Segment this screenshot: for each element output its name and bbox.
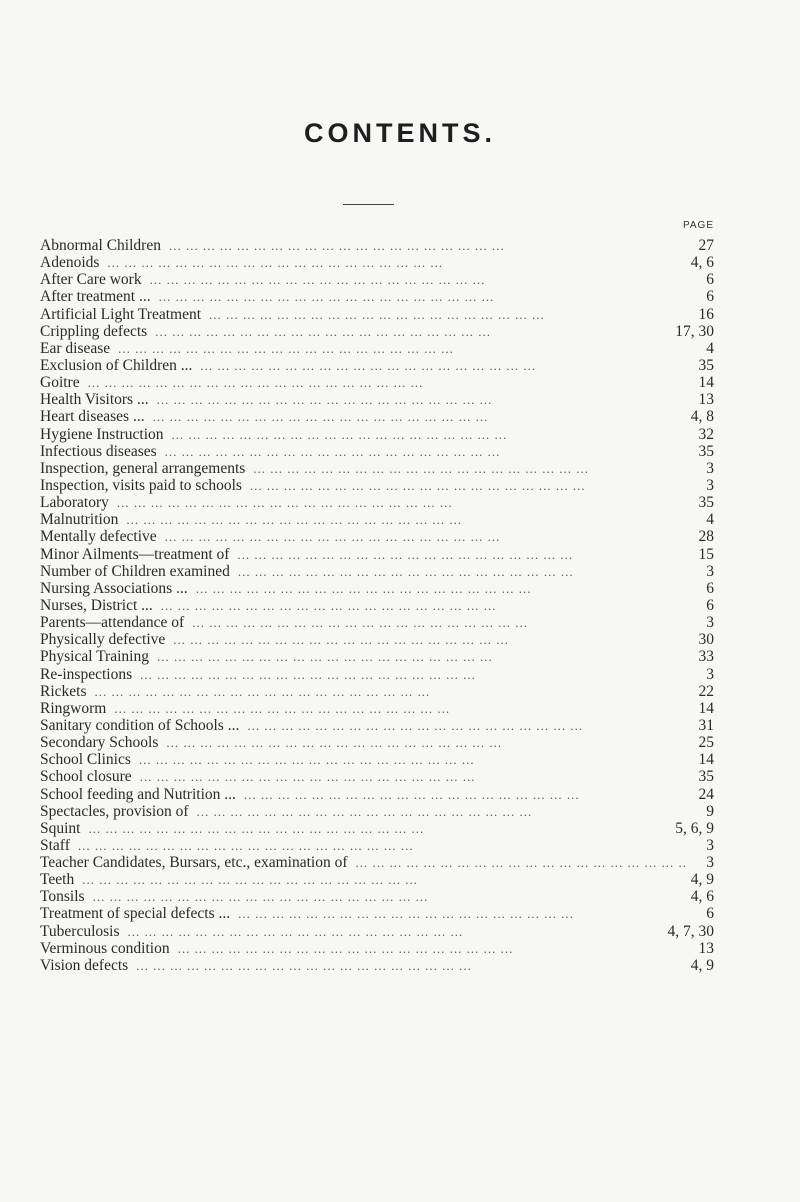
contents-entry	[40, 528, 714, 545]
dot-leader	[247, 717, 688, 734]
dot-leader	[153, 408, 685, 425]
dot-leader	[136, 957, 685, 974]
entry-page-number: 35	[698, 356, 714, 374]
entry-label: Health Visitors ...	[40, 391, 149, 409]
contents-entry	[40, 254, 714, 271]
entry-page-number: 32	[698, 425, 714, 443]
entry-label: Teacher Candidates, Bursars, etc., examination of	[40, 854, 348, 872]
dot-leader	[155, 323, 669, 340]
entry-label: Crippling defects	[40, 322, 148, 340]
contents-entry	[40, 511, 714, 528]
dot-leader	[88, 820, 669, 837]
entry-label: Exclusion of Children ...	[40, 356, 193, 374]
entry-label: Parents—attendance of	[40, 614, 185, 632]
entry-page-number: 35	[698, 442, 714, 460]
contents-entry	[40, 888, 714, 905]
contents-entry	[40, 768, 714, 785]
dot-leader	[139, 751, 688, 768]
entry-label: Secondary Schools	[40, 734, 159, 752]
entry-page-number: 14	[698, 374, 714, 392]
contents-entry	[40, 597, 714, 614]
entry-page-number: 15	[698, 545, 714, 563]
dot-leader	[173, 631, 688, 648]
entry-page-number: 3	[706, 459, 714, 477]
entry-page-number: 24	[698, 785, 714, 803]
entry-label: Hygiene Instruction	[40, 425, 164, 443]
entry-page-number: 6	[706, 288, 714, 306]
entry-page-number: 4	[706, 511, 714, 529]
contents-entry	[40, 871, 714, 888]
contents-entry	[40, 905, 714, 922]
entry-page-number: 13	[698, 939, 714, 957]
entry-label: Laboratory	[40, 494, 109, 512]
entry-label: Inspection, general arrangements	[40, 459, 246, 477]
contents-entry	[40, 786, 714, 803]
dot-leader	[114, 700, 688, 717]
dot-leader	[172, 426, 688, 443]
entry-label: Rickets	[40, 682, 87, 700]
dot-leader	[159, 288, 688, 305]
dot-leader	[238, 905, 688, 922]
entry-page-number: 3	[706, 562, 714, 580]
entry-label: Mentally defective	[40, 528, 157, 546]
entry-label: After treatment ...	[40, 288, 151, 306]
entry-page-number: 16	[698, 305, 714, 323]
entry-label: Physical Training	[40, 648, 149, 666]
entry-page-number: 3	[706, 614, 714, 632]
contents-entry	[40, 288, 714, 305]
contents-entry	[40, 820, 714, 837]
entry-page-number: 4, 8	[690, 408, 714, 426]
contents-entry	[40, 614, 714, 631]
entry-label: Spectacles, provision of	[40, 802, 189, 820]
entry-page-number: 13	[698, 391, 714, 409]
entry-label: Physically defective	[40, 631, 166, 649]
entry-label: Teeth	[40, 871, 75, 889]
contents-entry	[40, 854, 714, 871]
contents-entry	[40, 683, 714, 700]
contents-entry	[40, 751, 714, 768]
entry-page-number: 4, 9	[690, 871, 714, 889]
contents-entry	[40, 717, 714, 734]
contents-entry	[40, 306, 714, 323]
contents-entry	[40, 391, 714, 408]
entry-label: Tuberculosis	[40, 922, 120, 940]
entry-page-number: 3	[706, 665, 714, 683]
contents-entry	[40, 940, 714, 957]
contents-entry	[40, 340, 714, 357]
entry-label: School feeding and Nutrition ...	[40, 785, 236, 803]
contents-entry	[40, 957, 714, 974]
entry-label: Treatment of special defects ...	[40, 905, 231, 923]
contents-entry	[40, 323, 714, 340]
contents-entry	[40, 803, 714, 820]
dot-leader	[238, 563, 688, 580]
contents-entry	[40, 837, 714, 854]
dot-leader	[244, 786, 688, 803]
dot-leader	[93, 888, 685, 905]
entry-page-number: 4, 6	[690, 254, 714, 272]
entry-page-number: 33	[698, 648, 714, 666]
entry-label: Abnormal Children	[40, 237, 161, 254]
entry-label: Adenoids	[40, 254, 100, 272]
dot-leader	[128, 923, 662, 940]
entry-page-number: 4, 7, 30	[667, 922, 714, 940]
entry-page-number: 25	[698, 734, 714, 752]
entry-label: Ear disease	[40, 339, 111, 357]
dot-leader	[117, 494, 688, 511]
dot-leader	[118, 340, 688, 357]
dot-leader	[209, 306, 688, 323]
entry-label: Artificial Light Treatment	[40, 305, 202, 323]
page-column-header: PAGE	[682, 220, 714, 231]
dot-leader	[200, 357, 688, 374]
entry-page-number: 6	[706, 579, 714, 597]
contents-entry	[40, 666, 714, 683]
dot-leader	[166, 734, 688, 751]
contents-entry	[40, 426, 714, 443]
entry-label: Nursing Associations ...	[40, 579, 188, 597]
contents-entry	[40, 494, 714, 511]
dot-leader	[197, 803, 688, 820]
entry-label: Re-inspections	[40, 665, 133, 683]
entry-label: After Care work	[40, 271, 142, 289]
contents-entry	[40, 546, 714, 563]
entry-label: Squint	[40, 819, 81, 837]
entry-label: Nurses, District ...	[40, 596, 153, 614]
contents-entry	[40, 734, 714, 751]
dot-leader	[169, 237, 688, 254]
contents-list	[40, 237, 714, 974]
dot-leader	[165, 528, 688, 545]
entry-label: Infectious diseases	[40, 442, 157, 460]
entry-label: Verminous condition	[40, 939, 170, 957]
entry-label: Ringworm	[40, 699, 107, 717]
contents-entry	[40, 563, 714, 580]
dot-leader	[161, 597, 688, 614]
dot-leader	[78, 837, 688, 854]
entry-label: School Clinics	[40, 751, 131, 769]
entry-page-number: 31	[698, 716, 714, 734]
entry-label: School closure	[40, 768, 132, 786]
entry-page-number: 4, 9	[690, 956, 714, 974]
dot-leader	[192, 614, 688, 631]
entry-label: Inspection, visits paid to schools	[40, 476, 242, 494]
entry-page-number: 27	[698, 237, 714, 254]
dot-leader	[126, 511, 688, 528]
entry-page-number: 4	[706, 339, 714, 357]
entry-label: Goitre	[40, 374, 80, 392]
contents-entry	[40, 580, 714, 597]
entry-page-number: 35	[698, 768, 714, 786]
contents-entry	[40, 631, 714, 648]
entry-page-number: 6	[706, 905, 714, 923]
dot-leader	[95, 683, 689, 700]
dot-leader	[237, 546, 688, 563]
contents-entry	[40, 460, 714, 477]
entry-label: Tonsils	[40, 888, 85, 906]
entry-page-number: 22	[698, 682, 714, 700]
contents-entry	[40, 271, 714, 288]
page-title: CONTENTS.	[303, 118, 496, 148]
entry-page-number: 6	[706, 596, 714, 614]
entry-page-number: 9	[706, 802, 714, 820]
entry-label: Heart diseases ...	[40, 408, 145, 426]
dot-leader	[82, 871, 685, 888]
dot-leader	[157, 648, 688, 665]
entry-page-number: 3	[706, 854, 714, 872]
contents-entry	[40, 408, 714, 425]
entry-label: Minor Ailments—treatment of	[40, 545, 230, 563]
dot-leader	[88, 374, 688, 391]
dot-leader	[140, 666, 688, 683]
dot-leader	[157, 391, 688, 408]
contents-entry	[40, 700, 714, 717]
contents-entry	[40, 357, 714, 374]
contents-entry	[40, 923, 714, 940]
dot-leader	[107, 254, 684, 271]
entry-page-number: 6	[706, 271, 714, 289]
entry-page-number: 5, 6, 9	[675, 819, 714, 837]
contents-entry	[40, 237, 714, 254]
dot-leader	[178, 940, 688, 957]
dot-leader	[356, 854, 688, 871]
dot-leader	[253, 460, 688, 477]
entry-page-number: 30	[698, 631, 714, 649]
entry-page-number: 14	[698, 751, 714, 769]
contents-entry	[40, 648, 714, 665]
entry-page-number: 4, 6	[690, 888, 714, 906]
entry-page-number: 3	[706, 836, 714, 854]
entry-label: Number of Children examined	[40, 562, 230, 580]
entry-label: Malnutrition	[40, 511, 119, 529]
entry-label: Sanitary condition of Schools ...	[40, 716, 240, 734]
entry-page-number: 35	[698, 494, 714, 512]
entry-page-number: 3	[706, 476, 714, 494]
contents-entry	[40, 477, 714, 494]
dot-leader	[150, 271, 688, 288]
contents-entry	[40, 443, 714, 460]
dot-leader	[140, 768, 688, 785]
dot-leader	[165, 443, 688, 460]
entry-label: Vision defects	[40, 956, 129, 974]
entry-page-number: 14	[698, 699, 714, 717]
title-rule	[343, 204, 394, 205]
entry-page-number: 17, 30	[675, 322, 714, 340]
dot-leader	[250, 477, 688, 494]
contents-entry	[40, 374, 714, 391]
entry-page-number: 28	[698, 528, 714, 546]
dot-leader	[196, 580, 688, 597]
entry-label: Staff	[40, 836, 70, 854]
